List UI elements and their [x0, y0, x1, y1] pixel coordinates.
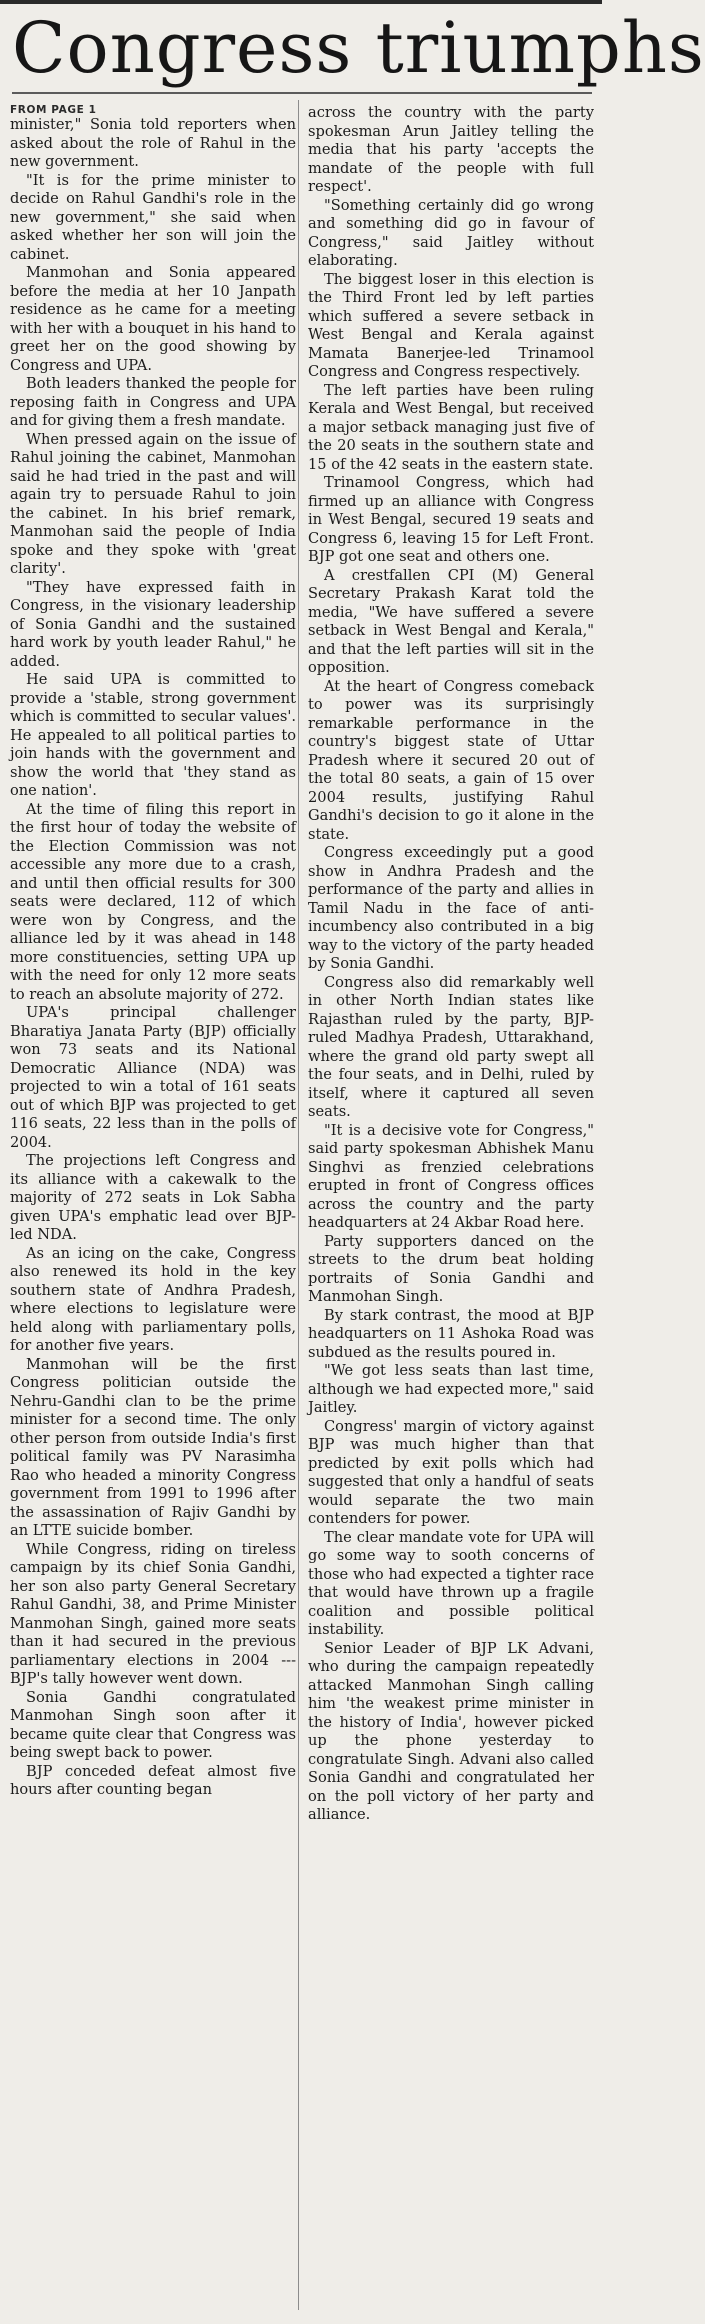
right-column-paragraph: "Something certainly did go wrong and something did go in favour of Congress," said Jaitley without elaborating.	[308, 196, 594, 269]
right-column-paragraph: Congress exceedingly put a good show in Andhra Pradesh and the performance of the party and allies in Tamil Nadu in the face of anti-incumbency also contributed in a big way to the victory of the party headed by Sonia Gandhi.	[308, 844, 594, 972]
right-column-paragraph: A crestfallen CPI (M) General Secretary Prakash Karat told the media, "We have suffered a severe setback in West Bengal and Kerala," and that the left parties will sit in the opposition.	[308, 566, 594, 676]
left-column-paragraph: Manmohan will be the first Congress politician outside the Nehru-Gandhi clan to be the prime minister for a second time. The only other person from outside India's first political family was PV Narasimha Rao who headed a minority Congress government from 1991 to 1996 after the assassination of Rajiv Gandhi by an LTTE suicide bomber.	[10, 1355, 296, 1539]
left-column-paragraph: "They have expressed faith in Congress, in the visionary leadership of Sonia Gandhi and the sustained hard work by youth leader Rahul," he added.	[10, 578, 296, 670]
right-column-paragraph: Congress also did remarkably well in other North Indian states like Rajasthan ruled by the party, BJP-ruled Madhya Pradesh, Uttarakhand, where the grand old party swept all the four seats, and in Delhi, ruled by itself, where it captured all seven seats.	[308, 973, 594, 1120]
left-column-paragraph: At the time of filing this report in the first hour of today the website of the Election Commission was not accessible any more due to a crash, and until then official results for 300 seats were declared, 112 of which were won by Congress, and the alliance led by it was ahead in 148 more constituencies, setting UPA up with the need for only 12 more seats to reach an absolute majority of 272.	[10, 800, 296, 1003]
right-column-paragraph: "We got less seats than last time, although we had expected more," said Jaitley.	[308, 1362, 594, 1416]
right-column-paragraph: Trinamool Congress, which had firmed up an alliance with Congress in West Bengal, secured 19 seats and Congress 6, leaving 15 for Left Front. BJP got one seat and others one.	[308, 474, 594, 565]
left-column-paragraph: When pressed again on the issue of Rahul joining the cabinet, Manmohan said he had tried in the past and will again try to persuade Rahul to join the cabinet. In his brief remark, Manmohan said the people of India spoke and they spoke with 'great clarity'.	[10, 430, 296, 577]
left-column-paragraph: While Congress, riding on tireless campaign by its chief Sonia Gandhi, her son also party General Secretary Rahul Gandhi, 38, and Prime Minister Manmohan Singh, gained more seats than it had secured in the previous parliamentary elections in 2004 --- BJP's tally however went down.	[10, 1540, 296, 1687]
left-column-paragraph: Both leaders thanked the people for reposing faith in Congress and UPA and for giving them a fresh mandate.	[10, 375, 296, 429]
headline-rule	[12, 92, 592, 94]
article-column-right	[308, 104, 594, 2304]
right-column-paragraph: Senior Leader of BJP LK Advani, who during the campaign repeatedly attacked Manmohan Singh calling him 'the weakest prime minister in the history of India', however picked up the phone yesterday to congratulate Singh. Advani also called Sonia Gandhi and congratulated her on the poll victory of her party and alliance.	[308, 1639, 594, 1823]
left-column-paragraph: He said UPA is committed to provide a 'stable, strong government which is committed to secular values'. He appealed to all political parties to join hands with the government and show the world that 'they stand as one nation'.	[10, 671, 296, 799]
right-column-paragraph: The left parties have been ruling Kerala and West Bengal, but received a major setback managing just five of the 20 seats in the southern state and 15 of the 42 seats in the eastern state.	[308, 381, 594, 473]
left-column-paragraph: Manmohan and Sonia appeared before the media at her 10 Janpath residence as he came for a meeting with her with a bouquet in his hand to greet her on the good showing by Congress and UPA.	[10, 264, 296, 374]
left-column-paragraph: As an icing on the cake, Congress also renewed its hold in the key southern state of Andhra Pradesh, where elections to legislature were held along with parliamentary polls, for another five years.	[10, 1244, 296, 1354]
right-column-paragraph: The biggest loser in this election is the Third Front led by left parties which suffered a severe setback in West Bengal and Kerala against Mamata Banerjee-led Trinamool Congress and Congress respectively.	[308, 270, 594, 380]
top-rule	[0, 0, 602, 4]
left-column-paragraph: "It is for the prime minister to decide on Rahul Gandhi's role in the new government," she said when asked whether her son will join the cabinet.	[10, 171, 296, 263]
right-column-paragraph: Party supporters danced on the streets to the drum beat holding portraits of Sonia Gandhi and Manmohan Singh.	[308, 1232, 594, 1305]
column-divider	[298, 100, 299, 2310]
headline: Congress triumphs	[12, 7, 705, 89]
article-column-left	[10, 104, 296, 2304]
right-column-paragraph: At the heart of Congress comeback to power was its surprisingly remarkable performance in the country's biggest state of Uttar Pradesh where it secured 20 out of the total 80 seats, a gain of 15 over 2004 results, justifying Rahul Gandhi's decision to go it alone in the state.	[308, 677, 594, 843]
left-column-paragraph: minister," Sonia told reporters when asked about the role of Rahul in the new government.	[10, 116, 296, 170]
right-column-paragraph: Congress' margin of victory against BJP was much higher than that predicted by exit polls which had suggested that only a handful of seats would separate the two main contenders for power.	[308, 1417, 594, 1527]
dateline: FROM PAGE 1	[10, 104, 97, 116]
left-column-paragraph: The projections left Congress and its alliance with a cakewalk to the majority of 272 seats in Lok Sabha given UPA's emphatic lead over BJP-led NDA.	[10, 1152, 296, 1243]
right-column-paragraph: across the country with the party spokesman Arun Jaitley telling the media that his party 'accepts the mandate of the people with full respect'.	[308, 104, 594, 195]
left-column-paragraph: UPA's principal challenger Bharatiya Janata Party (BJP) officially won 73 seats and its National Democratic Alliance (NDA) was projected to win a total of 161 seats out of which BJP was projected to get 116 seats, 22 less than in the polls of 2004.	[10, 1004, 296, 1151]
right-column-paragraph: By stark contrast, the mood at BJP headquarters on 11 Ashoka Road was subdued as the results poured in.	[308, 1306, 594, 1361]
right-column-paragraph: The clear mandate vote for UPA will go some way to sooth concerns of those who had expected a tighter race that would have thrown up a fragile coalition and possible political instability.	[308, 1528, 594, 1638]
left-column-paragraph: BJP conceded defeat almost five hours after counting began	[10, 1762, 296, 1798]
left-column-paragraph: Sonia Gandhi congratulated Manmohan Singh soon after it became quite clear that Congress was being swept back to power.	[10, 1688, 296, 1761]
right-column-paragraph: "It is a decisive vote for Congress," said party spokesman Abhishek Manu Singhvi as frenzied celebrations erupted in front of Congress offices across the country and the party headquarters at 24 Akbar Road here.	[308, 1121, 594, 1231]
